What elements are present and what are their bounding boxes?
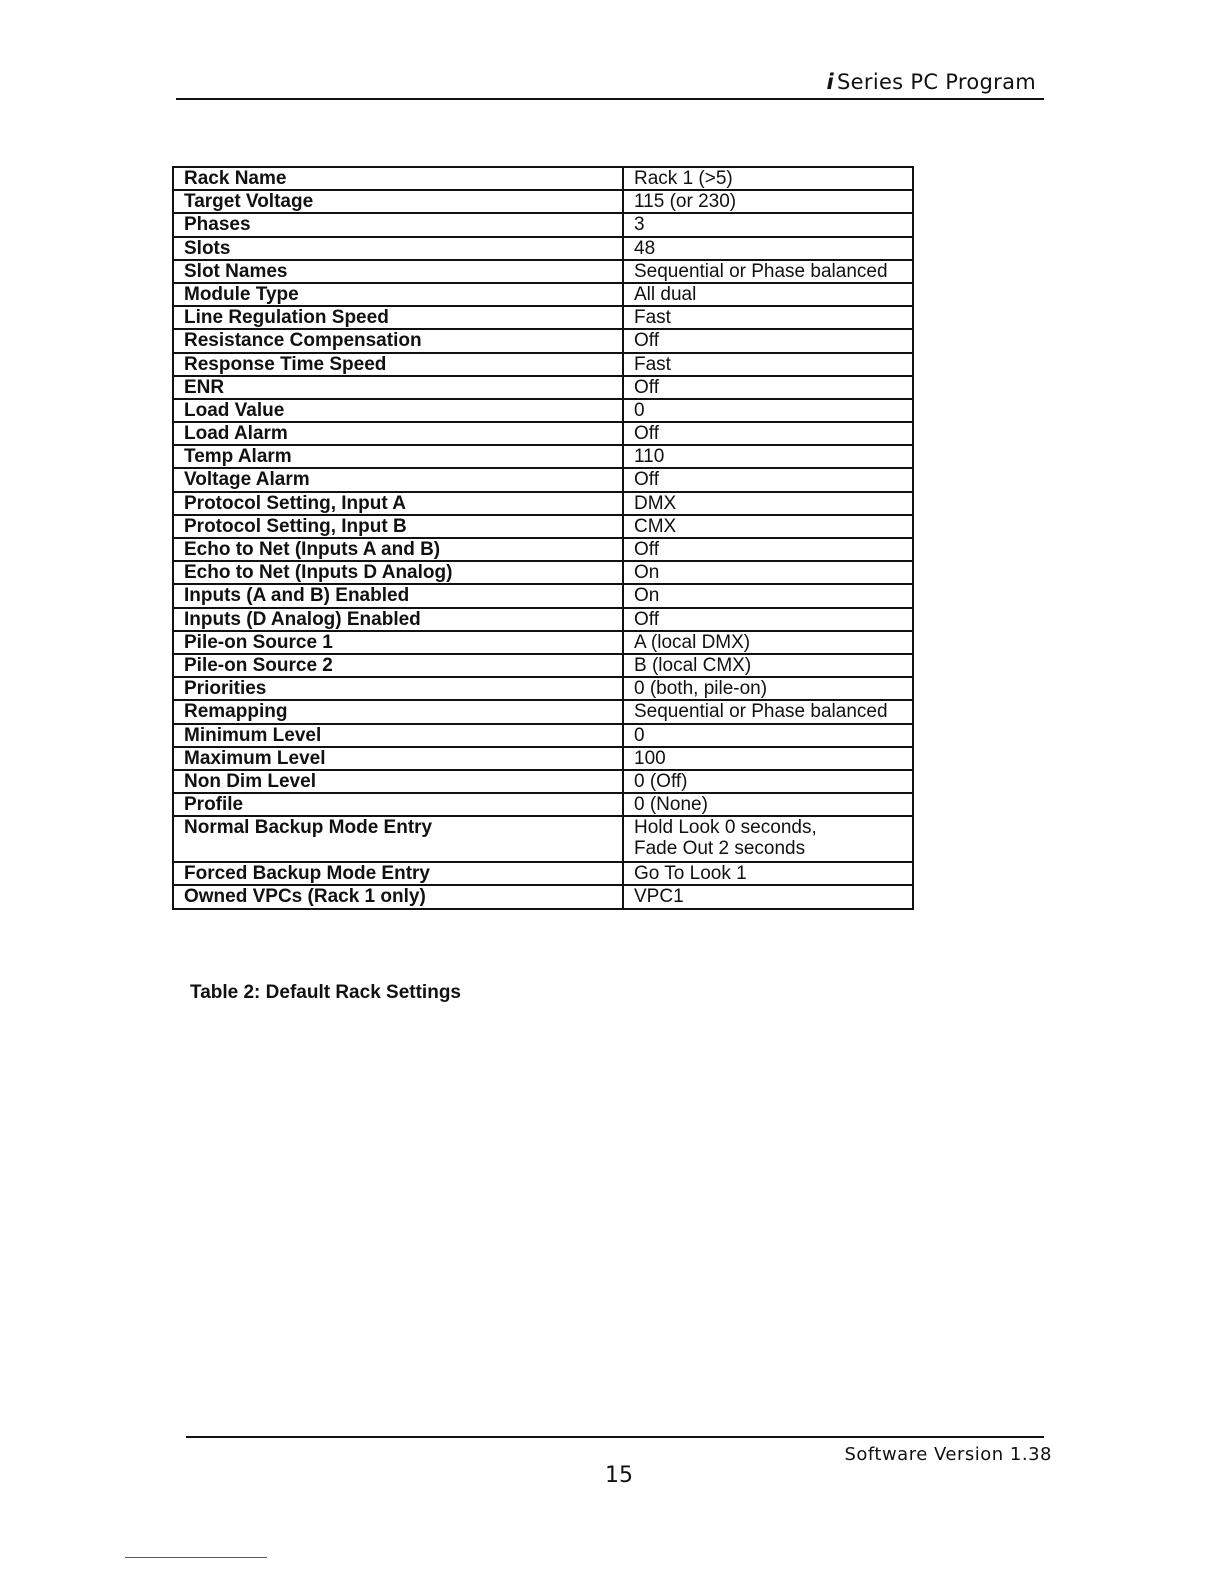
setting-value: Sequential or Phase balanced bbox=[623, 260, 913, 283]
setting-label: Load Alarm bbox=[173, 422, 623, 445]
setting-label: Line Regulation Speed bbox=[173, 306, 623, 329]
table-row bbox=[173, 793, 913, 816]
table-row bbox=[173, 677, 913, 700]
setting-value: On bbox=[623, 561, 913, 584]
table-row bbox=[173, 167, 913, 190]
table-row bbox=[173, 190, 913, 213]
table-row bbox=[173, 283, 913, 306]
setting-value: Rack 1 (>5) bbox=[623, 167, 913, 190]
setting-value: Off bbox=[623, 329, 913, 352]
setting-value-line: Fade Out 2 seconds bbox=[634, 838, 806, 860]
setting-label: Slots bbox=[173, 237, 623, 260]
setting-label: Normal Backup Mode Entry bbox=[173, 816, 623, 862]
footer-rule bbox=[186, 1436, 1044, 1438]
setting-label: Response Time Speed bbox=[173, 353, 623, 376]
table-row bbox=[173, 584, 913, 607]
setting-value: 100 bbox=[623, 747, 913, 770]
bottom-underline-mark bbox=[125, 1557, 267, 1558]
setting-label: Echo to Net (Inputs A and B) bbox=[173, 538, 623, 561]
table-row bbox=[173, 329, 913, 352]
setting-value: 3 bbox=[623, 213, 913, 236]
setting-value: Off bbox=[623, 468, 913, 491]
table-row bbox=[173, 747, 913, 770]
setting-label: Phases bbox=[173, 213, 623, 236]
table-row bbox=[173, 700, 913, 723]
setting-value: On bbox=[623, 584, 913, 607]
setting-value: 0 (Off) bbox=[623, 770, 913, 793]
setting-value: A (local DMX) bbox=[623, 631, 913, 654]
page-number: 15 bbox=[605, 1463, 633, 1488]
table-row bbox=[173, 608, 913, 631]
settings-table-body bbox=[173, 167, 913, 909]
table-row bbox=[173, 885, 913, 908]
table-row bbox=[173, 353, 913, 376]
table-row bbox=[173, 376, 913, 399]
setting-label: Inputs (D Analog) Enabled bbox=[173, 608, 623, 631]
setting-label: Profile bbox=[173, 793, 623, 816]
setting-value: Fast bbox=[623, 353, 913, 376]
setting-label: Protocol Setting, Input B bbox=[173, 515, 623, 538]
setting-value: 48 bbox=[623, 237, 913, 260]
setting-value-line: Hold Look 0 seconds, bbox=[634, 817, 817, 839]
table-row bbox=[173, 770, 913, 793]
table-row bbox=[173, 862, 913, 885]
setting-label: Priorities bbox=[173, 677, 623, 700]
setting-value: Off bbox=[623, 538, 913, 561]
series-mark: i bbox=[826, 70, 835, 94]
setting-value: 110 bbox=[623, 445, 913, 468]
setting-label: Remapping bbox=[173, 700, 623, 723]
setting-label: Module Type bbox=[173, 283, 623, 306]
table-row bbox=[173, 306, 913, 329]
setting-label: Voltage Alarm bbox=[173, 468, 623, 491]
setting-value: Go To Look 1 bbox=[623, 862, 913, 885]
setting-label: Pile-on Source 1 bbox=[173, 631, 623, 654]
setting-value: Off bbox=[623, 608, 913, 631]
setting-label: Inputs (A and B) Enabled bbox=[173, 584, 623, 607]
setting-label: Resistance Compensation bbox=[173, 329, 623, 352]
setting-label: Minimum Level bbox=[173, 724, 623, 747]
setting-value: Off bbox=[623, 376, 913, 399]
setting-label: Target Voltage bbox=[173, 190, 623, 213]
setting-label: Rack Name bbox=[173, 167, 623, 190]
header-title bbox=[827, 70, 1036, 94]
setting-value: All dual bbox=[623, 283, 913, 306]
table-row bbox=[173, 724, 913, 747]
setting-value: 0 (both, pile-on) bbox=[623, 677, 913, 700]
setting-label: Slot Names bbox=[173, 260, 623, 283]
setting-label: Maximum Level bbox=[173, 747, 623, 770]
setting-value: 0 bbox=[623, 399, 913, 422]
table-row bbox=[173, 237, 913, 260]
table-row bbox=[173, 631, 913, 654]
setting-value: 0 (None) bbox=[623, 793, 913, 816]
table-row bbox=[173, 492, 913, 515]
table-row bbox=[173, 445, 913, 468]
setting-value: VPC1 bbox=[623, 885, 913, 908]
table-row bbox=[173, 399, 913, 422]
setting-label: Non Dim Level bbox=[173, 770, 623, 793]
setting-label: ENR bbox=[173, 376, 623, 399]
setting-value: Off bbox=[623, 422, 913, 445]
setting-value bbox=[623, 816, 913, 862]
setting-value: CMX bbox=[623, 515, 913, 538]
page-header bbox=[176, 66, 1044, 100]
table-row bbox=[173, 515, 913, 538]
setting-label: Temp Alarm bbox=[173, 445, 623, 468]
table-row bbox=[173, 538, 913, 561]
table-row bbox=[173, 561, 913, 584]
setting-value: Fast bbox=[623, 306, 913, 329]
setting-value: 0 bbox=[623, 724, 913, 747]
table-row bbox=[173, 654, 913, 677]
setting-value: 115 (or 230) bbox=[623, 190, 913, 213]
table-row bbox=[173, 213, 913, 236]
setting-label: Forced Backup Mode Entry bbox=[173, 862, 623, 885]
default-rack-settings-table bbox=[172, 166, 914, 910]
setting-label: Load Value bbox=[173, 399, 623, 422]
table-row bbox=[173, 816, 913, 862]
table-row bbox=[173, 468, 913, 491]
table-row bbox=[173, 422, 913, 445]
setting-value: B (local CMX) bbox=[623, 654, 913, 677]
setting-value: DMX bbox=[623, 492, 913, 515]
setting-label: Echo to Net (Inputs D Analog) bbox=[173, 561, 623, 584]
header-title-text: Series PC Program bbox=[837, 70, 1036, 94]
setting-label: Pile-on Source 2 bbox=[173, 654, 623, 677]
software-version: Software Version 1.38 bbox=[844, 1444, 1052, 1465]
setting-label: Owned VPCs (Rack 1 only) bbox=[173, 885, 623, 908]
setting-label: Protocol Setting, Input A bbox=[173, 492, 623, 515]
table-row bbox=[173, 260, 913, 283]
setting-value: Sequential or Phase balanced bbox=[623, 700, 913, 723]
table-caption: Table 2: Default Rack Settings bbox=[190, 982, 461, 1003]
